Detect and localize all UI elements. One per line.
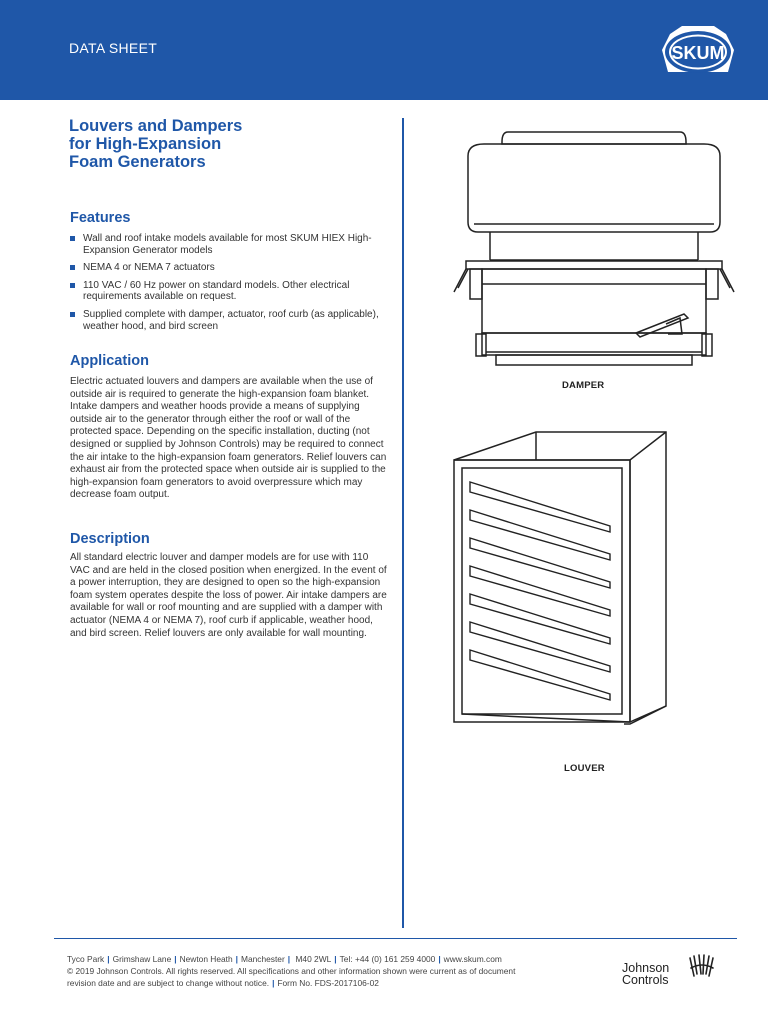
- johnson-controls-mark-icon: [684, 952, 720, 982]
- louver-caption: LOUVER: [564, 763, 605, 774]
- document-title: [69, 117, 369, 171]
- features-list-item: Wall and roof intake models available for most SKUM HIEX High-Expansion Generator models: [70, 233, 390, 256]
- column-divider: [402, 118, 404, 928]
- title-line: Louvers and Dampers: [69, 117, 243, 135]
- skum-logo: [658, 24, 738, 80]
- address-postcode: M40 2WL: [295, 954, 332, 964]
- address-area: Newton Heath: [179, 954, 233, 964]
- features-list-item: Supplied complete with damper, actuator, roof curb (as applicable), weather hood, and bird screen: [70, 309, 390, 332]
- logo-text: SKUM: [671, 43, 725, 63]
- application-heading: Application: [70, 353, 149, 369]
- johnson-controls-logo: [622, 952, 722, 996]
- form-number: Form No. FDS-2017106-02: [277, 978, 379, 989]
- address-lane: Grimshaw Lane: [112, 954, 172, 964]
- title-line: for High-Expansion: [69, 135, 222, 153]
- address-city: Manchester: [241, 954, 285, 964]
- company-name: Johnson Controls: [622, 961, 670, 987]
- copyright-line: © 2019 Johnson Controls. All rights reserved. All specifications and other information shown were current as of document: [67, 966, 516, 977]
- title-line: Foam Generators: [69, 153, 206, 171]
- phone-number[interactable]: Tel: +44 (0) 161 259 4000: [339, 954, 436, 964]
- features-list-item: 110 VAC / 60 Hz power on standard models. Other electrical requirements available on request.: [70, 280, 390, 303]
- description-text: All standard electric louver and damper models are for use with 110 VAC and are held in the closed position when energized. In the event of a power interruption, they are designed to open so the high-expansion foam system operates despite the loss of power. Air intake dampers are available for wall or roof mounting and are supplied with a damper with actuator (NEMA 4 or NEMA 7), roof curb if applicable, weather hood, and bird screen. Relief louvers are only available for wall mounting.: [70, 552, 387, 639]
- louver-illustration: [440, 430, 680, 750]
- revision-line: revision date and are subject to change without notice. | Form No. FDS-2017106-02: [67, 978, 379, 989]
- damper-caption: DAMPER: [562, 380, 605, 391]
- damper-illustration: [440, 128, 760, 378]
- revision-note: revision date and are subject to change without notice.: [67, 978, 270, 989]
- footer-rule: [54, 938, 737, 939]
- features-heading: Features: [70, 210, 131, 226]
- page-header: [0, 0, 768, 100]
- features-list: [70, 233, 390, 338]
- application-text: Electric actuated louvers and dampers are available when the use of outside air is required to generate the high-expansion foam blanket. Intake dampers and weather hoods provide a means of supplying outside air to the generator through either the roof or wall of the protected space. Depending on the specific installation, ducting (not designed or supplied by Johnson Controls) may be required to connect the air intake to the high-expansion foam generators. Relief louvers can exhaust air from the protected space when outside air is supplied to the high-expansion foam generators to avoid overpressure which may decrease foam output.: [70, 376, 387, 501]
- footer-address: Tyco Park | Grimshaw Lane | Newton Heath | Manchester | M40 2WL | Tel: +44 (0) 161 259 4000 | www.skum.com: [67, 954, 502, 964]
- footer-contact: [67, 953, 587, 990]
- website-link[interactable]: www.skum.com: [443, 954, 502, 964]
- address-street: Tyco Park: [67, 954, 105, 964]
- features-list-item: NEMA 4 or NEMA 7 actuators: [70, 262, 390, 274]
- description-heading: Description: [70, 531, 150, 547]
- document-type-label: DATA SHEET: [69, 40, 158, 56]
